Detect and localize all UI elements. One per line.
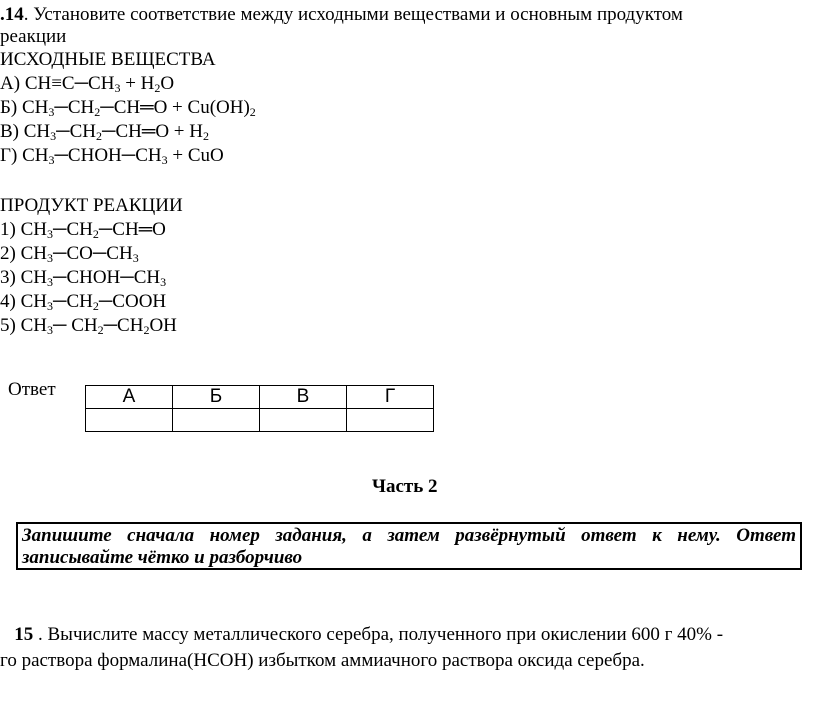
formula-text: ─CH═O xyxy=(98,219,166,240)
subscript: 2 xyxy=(154,81,161,95)
product-item xyxy=(0,218,166,242)
task15-number: 15 xyxy=(14,624,34,645)
formula-text: ─CH═O + H xyxy=(102,121,203,142)
formula-text: ─CH xyxy=(103,315,144,336)
product-item xyxy=(0,266,166,290)
instruction-line2: записывайте чётко и разборчиво xyxy=(22,547,303,568)
part2-title: Часть 2 xyxy=(372,476,438,497)
subscript: 2 xyxy=(94,105,101,119)
task15-line1: . Вычислите массу металлического серебра, полученного при окислении 600 г 40% - xyxy=(33,624,724,645)
formula-text: CH xyxy=(22,145,49,166)
reactant-item xyxy=(0,144,224,168)
formula-text: ─CHOH─CH xyxy=(54,145,162,166)
subscript: 2 xyxy=(97,323,104,337)
formula-text: CH≡C─CH xyxy=(24,73,115,94)
product-label: 4) xyxy=(0,291,21,312)
subscript: 2 xyxy=(143,323,150,337)
product-label: 5) xyxy=(0,315,21,336)
formula-text: ─ CH xyxy=(52,315,98,336)
subscript: 3 xyxy=(161,153,168,167)
subscript: 3 xyxy=(160,275,167,289)
answer-cell-g[interactable] xyxy=(347,409,434,432)
formula-text: ─CH═O + Cu(OH) xyxy=(100,97,250,118)
formula-text: OH xyxy=(149,315,177,336)
answer-table xyxy=(85,385,434,432)
subscript: 3 xyxy=(114,81,121,95)
product-item xyxy=(0,242,139,266)
formula-text: ─CHOH─CH xyxy=(52,267,161,288)
answer-cell-v[interactable] xyxy=(260,409,347,432)
formula-text: CH xyxy=(22,97,49,118)
task14-intro-line2: реакции xyxy=(0,26,67,47)
subscript: 3 xyxy=(132,251,139,265)
task14-number: .14 xyxy=(0,4,24,25)
reactant-label: Г) xyxy=(0,145,23,166)
formula-text: ─CO─CH xyxy=(52,243,133,264)
product-label: 3) xyxy=(0,267,21,288)
product-item xyxy=(0,314,177,338)
formula-text: + CuO xyxy=(167,145,224,166)
subscript: 3 xyxy=(46,227,53,241)
formula-text: CH xyxy=(23,121,51,142)
subscript: 3 xyxy=(46,275,53,289)
subscript: 3 xyxy=(48,153,55,167)
subscript: 3 xyxy=(46,323,53,337)
reactant-label: В) xyxy=(0,121,24,142)
answer-header-v: В xyxy=(260,386,347,409)
reactant-label: Б) xyxy=(0,97,22,118)
subscript: 2 xyxy=(92,227,99,241)
formula-text: ─COOH xyxy=(98,291,167,312)
subscript: 2 xyxy=(249,105,256,119)
task15 xyxy=(0,622,723,674)
reactants-header: ИСХОДНЫЕ ВЕЩЕСТВА xyxy=(0,49,216,70)
subscript: 3 xyxy=(46,251,53,265)
product-label: 1) xyxy=(0,219,21,240)
task14-intro-line1: . Установите соответствие между исходными веществами и основным продуктом xyxy=(23,4,683,25)
reactant-label: А) xyxy=(0,73,25,94)
formula-text: CH xyxy=(20,219,47,240)
formula-text: ─CH xyxy=(52,219,93,240)
reactant-item xyxy=(0,72,174,96)
products-header: ПРОДУКТ РЕАКЦИИ xyxy=(0,195,183,216)
formula-text: ─CH xyxy=(52,291,93,312)
reactant-item xyxy=(0,120,209,144)
answer-header-b: Б xyxy=(173,386,260,409)
instruction-line1: Запишите сначала номер задания, а затем развёрнутый ответ к нему. Ответ xyxy=(22,525,796,546)
formula-text: CH xyxy=(20,315,47,336)
formula-text: ─CH xyxy=(56,121,97,142)
answer-header-a: А xyxy=(86,386,173,409)
formula-text: ─CH xyxy=(54,97,95,118)
answer-cell-b[interactable] xyxy=(173,409,260,432)
answer-label: Ответ xyxy=(8,379,56,400)
subscript: 3 xyxy=(48,105,55,119)
formula-text: CH xyxy=(20,291,47,312)
subscript: 2 xyxy=(92,299,99,313)
formula-text: + H xyxy=(120,73,155,94)
subscript: 3 xyxy=(46,299,53,313)
formula-text: CH xyxy=(20,267,47,288)
reactant-item xyxy=(0,96,256,120)
task14-intro xyxy=(0,3,683,27)
answer-cell-a[interactable] xyxy=(86,409,173,432)
task15-line2: го раствора формалина(HCOH) избытком аммиачного раствора оксида серебра. xyxy=(0,650,645,671)
formula-text: O xyxy=(160,73,175,94)
subscript: 2 xyxy=(203,129,209,143)
formula-text: CH xyxy=(20,243,47,264)
product-label: 2) xyxy=(0,243,21,264)
part2-instruction-box xyxy=(16,522,802,570)
answer-header-g: Г xyxy=(347,386,434,409)
subscript: 2 xyxy=(96,129,103,143)
product-item xyxy=(0,290,166,314)
subscript: 3 xyxy=(50,129,57,143)
